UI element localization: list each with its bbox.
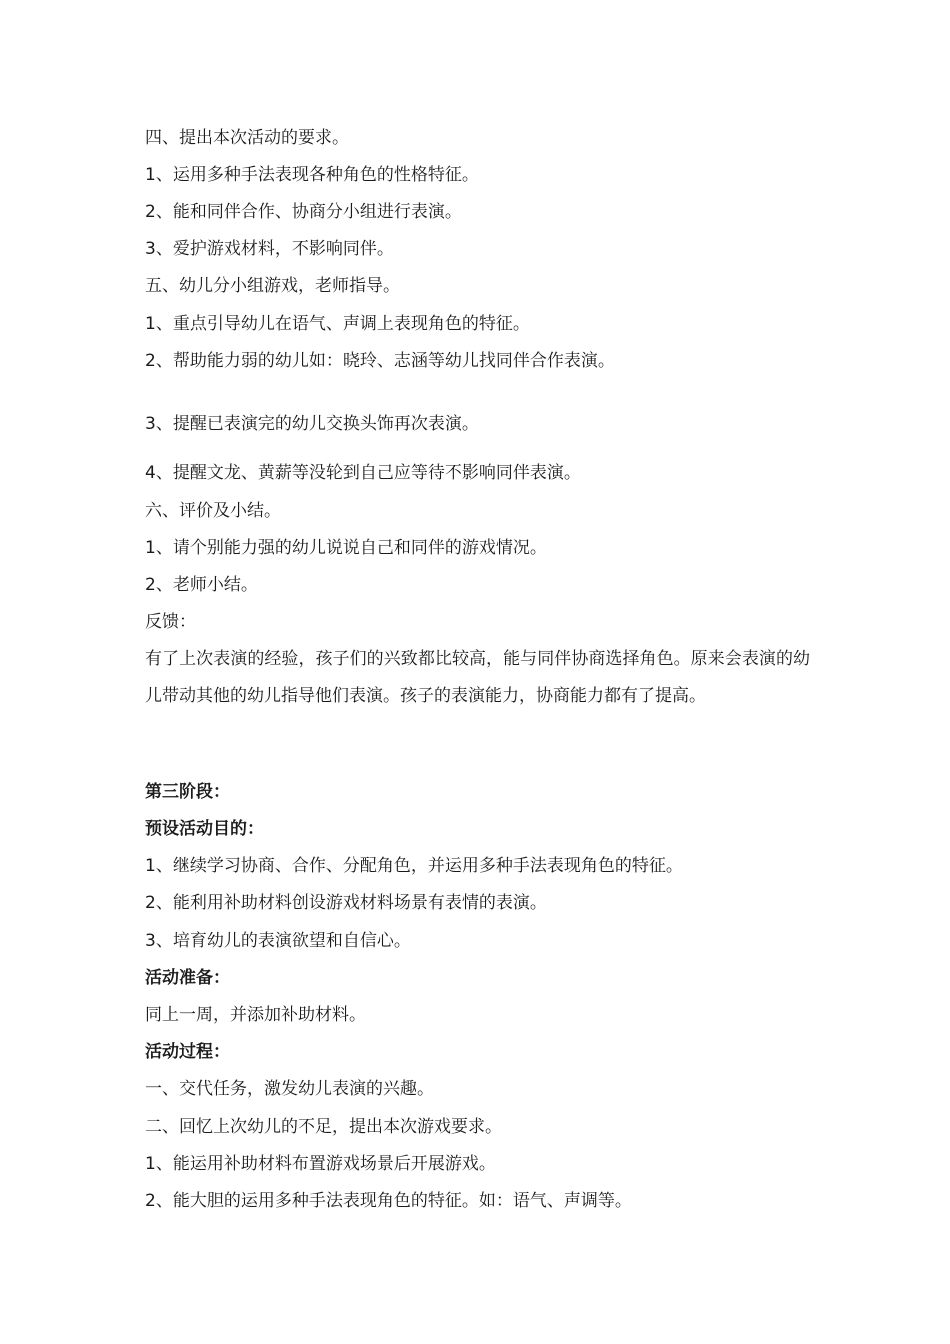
section-five-heading: 五、幼儿分小组游戏，老师指导。 [145,276,400,296]
guidance-item-4: 4、提醒文龙、黄薪等没轮到自己应等待不影响同伴表演。 [145,463,581,483]
requirement-item-3: 3、爱护游戏材料，不影响同伴。 [145,239,394,259]
process-heading: 活动过程： [145,1042,230,1062]
guidance-item-2: 2、帮助能力弱的幼儿如：晓玲、志涵等幼儿找同伴合作表演。 [145,351,615,371]
process-step-3: 1、能运用补助材料布置游戏场景后开展游戏。 [145,1154,496,1174]
goal-item-1: 1、继续学习协商、合作、分配角色，并运用多种手法表现角色的特征。 [145,856,683,876]
feedback-paragraph: 有了上次表演的经验，孩子们的兴致都比较高，能与同伴协商选择角色。原来会表演的幼儿带动其他的幼儿指导他们表演。孩子的表演能力，协商能力都有了提高。 [145,649,810,706]
summary-item-2: 2、老师小结。 [145,575,258,595]
summary-item-1: 1、请个别能力强的幼儿说说自己和同伴的游戏情况。 [145,538,547,558]
stage-three-title: 第三阶段： [145,782,230,802]
goal-heading: 预设活动目的： [145,819,264,839]
requirement-item-2: 2、能和同伴合作、协商分小组进行表演。 [145,202,462,222]
prep-text: 同上一周，并添加补助材料。 [145,1005,366,1025]
guidance-item-3: 3、提醒已表演完的幼儿交换头饰再次表演。 [145,414,479,434]
process-step-4: 2、能大胆的运用多种手法表现角色的特征。如：语气、声调等。 [145,1191,632,1211]
requirement-item-1: 1、运用多种手法表现各种角色的性格特征。 [145,165,479,185]
section-four-heading: 四、提出本次活动的要求。 [145,128,349,148]
goal-item-3: 3、培育幼儿的表演欲望和自信心。 [145,931,411,951]
prep-heading: 活动准备： [145,968,230,988]
process-step-1: 一、交代任务，激发幼儿表演的兴趣。 [145,1079,434,1099]
goal-item-2: 2、能利用补助材料创设游戏材料场景有表情的表演。 [145,893,547,913]
feedback-label: 反馈： [145,612,196,632]
section-six-heading: 六、评价及小结。 [145,501,281,521]
process-step-2: 二、回忆上次幼儿的不足，提出本次游戏要求。 [145,1117,502,1137]
guidance-item-1: 1、重点引导幼儿在语气、声调上表现角色的特征。 [145,314,530,334]
